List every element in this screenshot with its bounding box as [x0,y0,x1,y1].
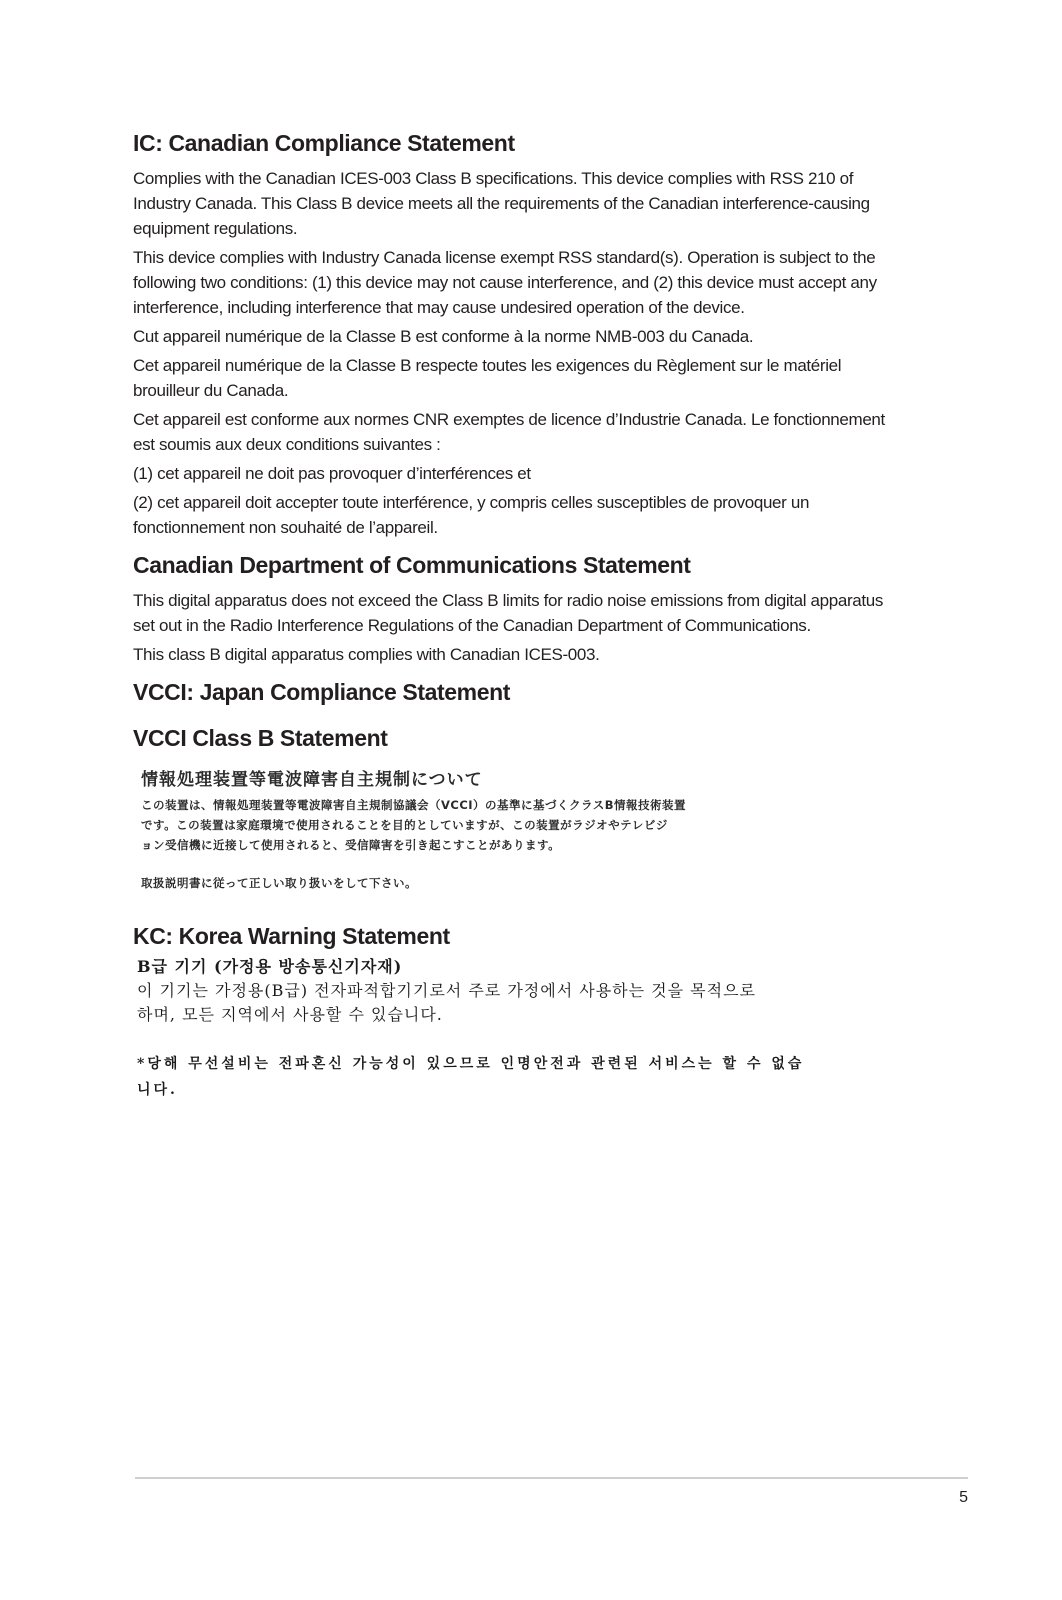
footer-divider [135,1477,968,1479]
kr-line: B급 기기 (가정용 방송통신기자재) [137,957,403,976]
ic-paragraph: Cet appareil est conforme aux normes CNR exemptes de licence d’Industrie Canada. Le fonctionnement est soumis aux deux conditions suivantes : [133,410,885,454]
jp-footer-line: 取扱説明書に従って正しい取り扱いをして下さい。 [141,876,417,890]
kr-warning-line: *당해 무선설비는 전파혼신 가능성이 있으므로 인명안전과 관련된 서비스는 할 수 없습 [137,1056,805,1072]
page-number: 5 [959,1489,968,1506]
kc-heading: KC: Korea Warning Statement [133,923,450,949]
ic-section [133,128,908,540]
doc-paragraph: This digital apparatus does not exceed the Class B limits for radio noise emissions from digital apparatus set out in the Radio Interference Regulations of the Canadian Department of Communications. [133,591,884,635]
kr-line: 하며, 모든 지역에서 사용할 수 있습니다. [137,1005,443,1024]
doc-section [133,550,908,667]
jp-line: ョン受信機に近接して使用されると、受信障害を引き起こすことがあります。 [141,838,561,852]
vcci-section [133,677,908,893]
kr-line: 이 기기는 가정용(B급) 전자파적합기기로서 주로 가정에서 사용하는 것을 목적으로 [137,981,756,1000]
doc-heading: Canadian Department of Communications Statement [133,552,691,578]
ic-paragraph: Complies with the Canadian ICES-003 Class B specifications. This device complies with RSS 210 of Industry Canada. This Class B device meets all the requirements of the Canadian interference-causing equipment regulations. [133,169,870,238]
ic-paragraph: Cut appareil numérique de la Classe B est conforme à la norme NMB-003 du Canada. [133,327,754,346]
ic-paragraph: This device complies with Industry Canada license exempt RSS standard(s). Operation is subject to the following two conditions: (1) this device may not cause interference, and (2) this device must accept any interference, including interference that may cause undesired operation of the device. [133,248,877,317]
ic-paragraph: (2) cet appareil doit accepter toute interférence, y compris celles susceptibles de provoquer un fonctionnement non souhaité de l’appareil. [133,493,810,537]
jp-title: 情報処理装置等電波障害自主規制について [141,770,483,790]
jp-line: です。この装置は家庭環境で使用されることを目的としていますが、この装置がラジオやテレビジ [141,818,668,832]
vcci-japanese-statement [141,767,908,893]
kc-section [133,921,908,1103]
jp-line: この装置は、情報処理装置等電波障害自主規制協議会（VCCI）の基準に基づくクラスB情報技術装置 [141,798,686,812]
ic-paragraph: Cet appareil numérique de la Classe B respecte toutes les exigences du Règlement sur le matériel brouilleur du Canada. [133,356,842,400]
vcci-heading: VCCI: Japan Compliance Statement [133,679,511,705]
doc-paragraph: This class B digital apparatus complies with Canadian ICES-003. [133,645,600,664]
vcci-subheading: VCCI Class B Statement [133,725,388,751]
kc-korean-statement [137,955,908,1103]
document-body [133,128,908,1103]
ic-heading: IC: Canadian Compliance Statement [133,130,515,156]
kr-warning-line: 니다. [137,1082,178,1098]
ic-paragraph: (1) cet appareil ne doit pas provoquer d’interférences et [133,464,531,483]
